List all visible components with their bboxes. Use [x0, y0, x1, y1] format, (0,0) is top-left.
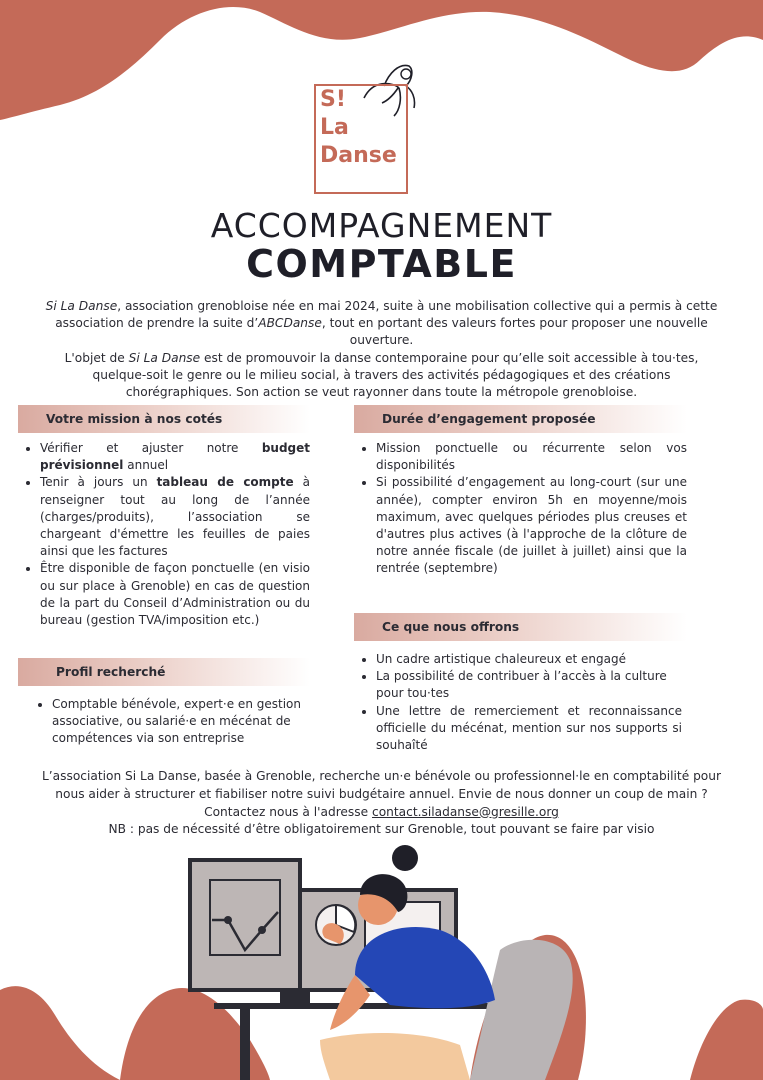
org-name-2: Si La Danse [128, 350, 201, 365]
mission-list [18, 440, 310, 629]
duree-heading: Durée d’engagement proposée [354, 405, 687, 433]
profil-list [30, 696, 320, 748]
accountant-illustration [0, 840, 763, 1080]
list-item: • Un cadre artistique chaleureux et engagé [376, 651, 682, 668]
logo-line1: S! [320, 87, 346, 112]
list-item [40, 474, 310, 560]
logo-line3: Danse [320, 143, 397, 168]
logo-line2: La [320, 115, 349, 140]
profil-heading: Profil recherché [18, 658, 310, 686]
list-item: • Une lettre de remerciement et reconnaissance officielle du mécénat, mention sur nos supports si souhaîté [376, 703, 682, 755]
list-item: • Être disponible de façon ponctuelle (en visio ou sur place à Grenoble) en cas de question de la part du Conseil d’Administration ou du bureau (gestion TVA/imposition etc.) [40, 560, 310, 629]
logo-text [320, 86, 397, 170]
title-line2: COMPTABLE [246, 242, 517, 286]
closing-text-a: L’association Si La Danse, basée à Grenoble, recherche un·e bénévole ou professionnel·le en comptabilité pour nous aider à structurer et fiabiliser notre suivi budgétaire annuel. Envie de nous donner un coup de main ? Contactez nous à l'adresse [41, 769, 722, 819]
duree-list [354, 440, 687, 578]
title-line1: ACCOMPAGNEMENT [210, 206, 553, 245]
mission-heading: Votre mission à nos cotés [18, 405, 310, 433]
si-la-danse-logo [314, 64, 410, 194]
intro-text-c: L'objet de [64, 350, 129, 365]
org-name: Si La Danse [45, 299, 118, 313]
offre-list [354, 651, 682, 754]
closing-text [40, 768, 723, 839]
mission-item1-bold: budget prévisionnel [40, 441, 310, 473]
intro-text-b: , tout en portant des valeurs fortes pour proposer une nouvelle ouverture. [321, 316, 708, 348]
mission-item2-bold: tableau de compte [156, 475, 294, 490]
offre-section [354, 651, 682, 754]
profil-section [30, 696, 320, 748]
mission-item2-text: Tenir à jours un [40, 475, 157, 490]
list-item: • Mission ponctuelle ou récurrente selon vos disponibilités [376, 440, 687, 474]
list-item: • La possibilité de contribuer à l’accès à la culture pour tou·tes [376, 668, 682, 702]
abcdanse-name: ABCDanse [258, 316, 322, 331]
list-item [40, 440, 310, 474]
list-item: • Si possibilité d’engagement au long-court (sur une année), compter environ 5h en moyenne/mois maximum, avec quelques périodes plus creuses et d'autres plus actives (à l'approche de la clôture de notre année fiscale (de juillet à juillet) ainsi que la rentrée (septembre) [376, 474, 687, 577]
offre-heading: Ce que nous offrons [354, 613, 687, 641]
mission-item1-text: Vérifier et ajuster notre [40, 441, 262, 455]
intro-text-d: est de promouvoir la danse contemporaine pour qu’elle soit accessible à tou·tes, quelque-soit le genre ou le milieu social, à travers des activités pédagogiques et des créations chorégraphiques. Son action se veut rayonner dans toute la métropole grenobloise. [92, 350, 699, 400]
mission-section [18, 440, 310, 629]
closing-note: NB : pas de nécessité d’être obligatoirement sur Grenoble, tout pouvant se faire par visio [108, 822, 655, 837]
intro-paragraph-2 [40, 350, 723, 402]
duree-section [354, 440, 687, 578]
intro-paragraph-1 [40, 298, 723, 350]
list-item: • Comptable bénévole, expert·e en gestion associative, ou salarié·e en mécénat de compétences via son entreprise [52, 696, 320, 748]
intro-text [40, 298, 723, 401]
mission-item1-end: annuel [123, 458, 169, 473]
mission-item2-end: à renseigner tout au long de l’année (charges/produits), l’association se chargeant d'émettre les feuilles de paies ainsi que les factures [40, 475, 311, 559]
contact-email-link[interactable]: contact.siladanse@gresille.org [372, 804, 559, 819]
intro-text-a: , association grenobloise née en mai 2024, suite à une mobilisation collective qui a permis à cette association de prendre la suite d’ [55, 299, 718, 331]
closing-paragraph [40, 768, 723, 821]
